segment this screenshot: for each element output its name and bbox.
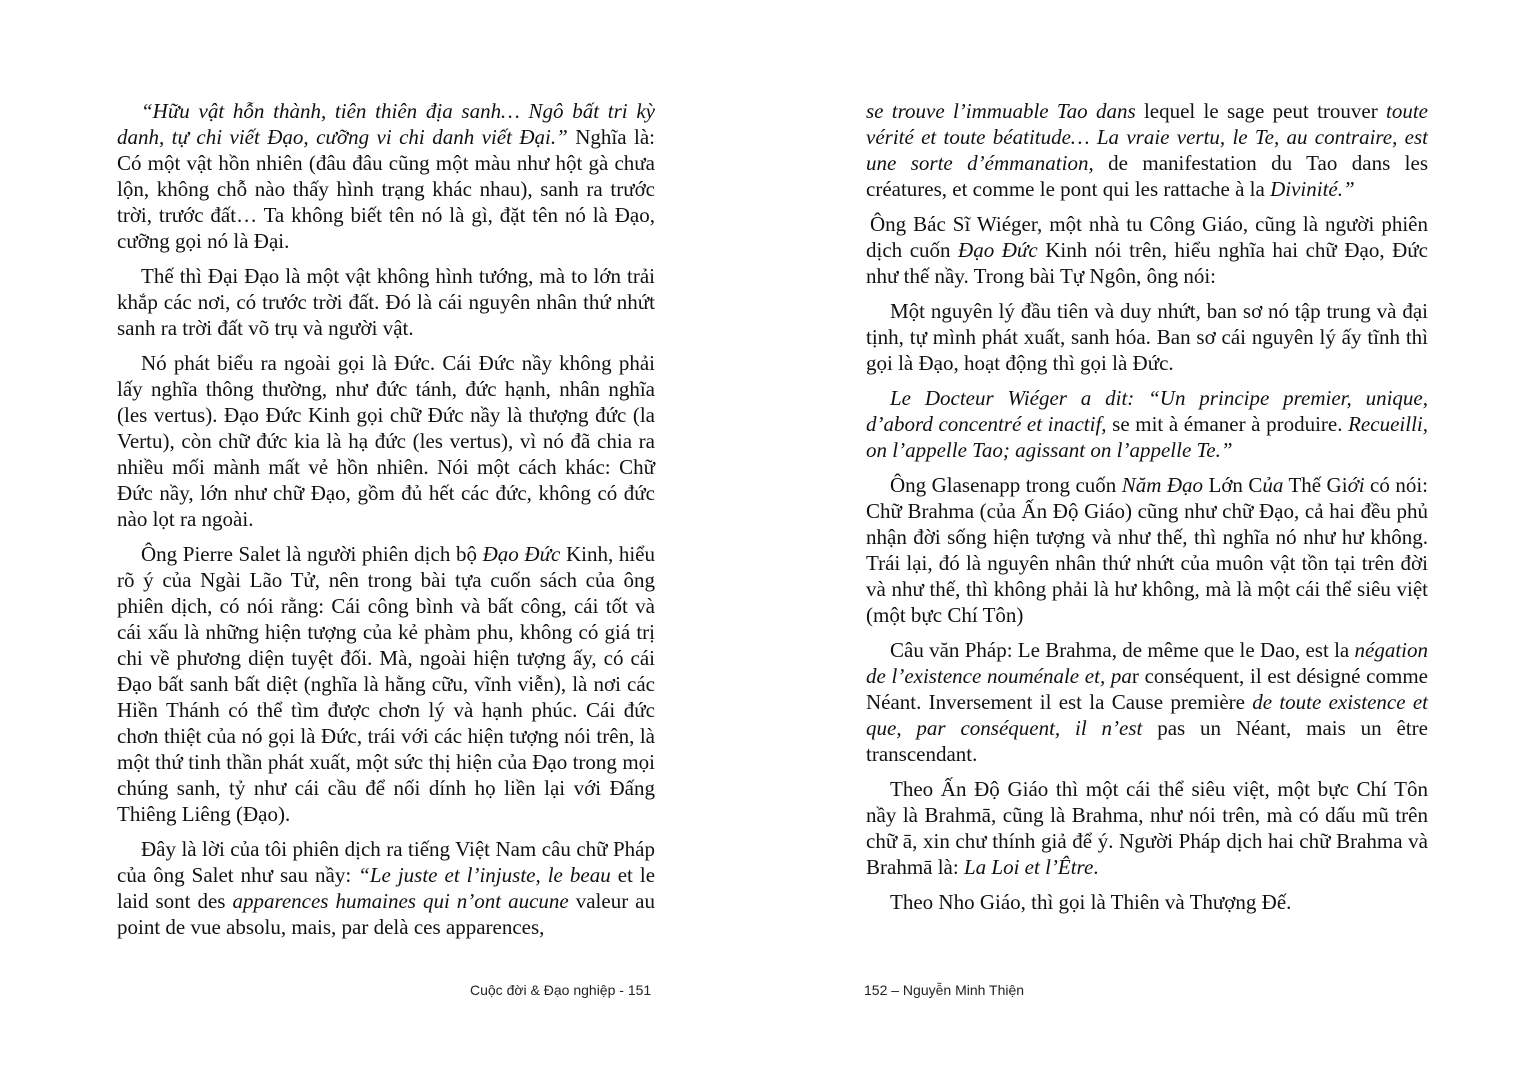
- italic-quote: Le Docteur Wiéger a dit: “Un principe premier, unique, d’abord concentré et inactif,: [866, 386, 1428, 436]
- paragraph-text: .: [1093, 855, 1099, 879]
- right-page: [866, 98, 1428, 924]
- paragraph: [866, 98, 1428, 202]
- book-title: Đạo Đức: [958, 238, 1038, 262]
- paragraph-text: Theo Ấn Độ Giáo thì một cái thể siêu việt, một bực Chí Tôn nầy là Brahmā, cũng là Brahma, như nói trên, mà có dấu mũ trên chữ ā, xin chư thính giả để ý. Người Pháp dịch hai chữ Brahma và Brahmā là:: [866, 777, 1428, 879]
- book-title: ới: [1347, 473, 1365, 497]
- paragraph: [117, 541, 655, 827]
- italic-quote: se trouve l’immuable Tao dans: [866, 99, 1136, 123]
- paragraph-text: et le laid sont des: [117, 863, 656, 913]
- book-title: ủa: [1262, 473, 1284, 497]
- italic-quote: apparences humaines qui n’ont aucune: [232, 889, 569, 913]
- paragraph: [117, 836, 655, 940]
- italic-quote: toute vérité et toute béatitude… La vraie vertu, le Te, au contraire, est une sorte d’émmanation,: [866, 99, 1429, 175]
- paragraph-text: Câu văn Pháp: Le Brahma, de même que le Dao, est la: [890, 638, 1355, 662]
- left-page: [117, 98, 655, 949]
- paragraph-text: valeur au point de vue absolu, mais, par delà ces apparences,: [117, 889, 655, 939]
- paragraph: Thế thì Đại Đạo là một vật không hình tướng, mà to lớn trải khắp các nơi, có trước trời đất. Đó là cái nguyên nhân thứ nhứt sanh ra trời đất võ trụ và người vật.: [117, 264, 655, 340]
- paragraph: [117, 98, 655, 254]
- italic-quote: négation de l’existence nouménale et, pa: [866, 638, 1428, 688]
- paragraph: Một nguyên lý đầu tiên và duy nhứt, ban sơ nó tập trung và đại tịnh, tự mình phát xuất, sanh hóa. Ban sơ cái nguyên lý ấy tĩnh thì gọi là Đạo, hoạt động thì gọi là Đức.: [866, 299, 1428, 375]
- italic-quote: “Hữu vật hỗn thành, tiên thiên địa sanh… Ngô bất tri kỳ danh, tự chi viết Đạo, cưỡng vi chi danh viết Đại.”: [117, 99, 655, 149]
- paragraph: Nó phát biểu ra ngoài gọi là Đức. Cái Đức nầy không phải lấy nghĩa thông thường, như đức tánh, đức hạnh, nhân nghĩa (les vertus). Đạo Đức Kinh gọi chữ Đức nầy là thượng đức (la Vertu), còn chữ đức kia là hạ đức (les vertus), vì nó đã chia ra nhiều mối mành mất vẻ hồn nhiên. Nói một cách khác: Chữ Đức nầy, lớn như chữ Đạo, gồm đủ hết các đức, không có đức nào lọt ra ngoài.: [117, 351, 655, 531]
- italic-quote: “Le juste et l’injuste, le beau: [358, 863, 611, 887]
- paragraph-text: Nghĩa là: Có một vật hồn nhiên (đâu đâu cũng một màu như hột gà chưa lộn, không chỗ nào thấy hình trạng khác nhau), sanh ra trước trời, trước đất… Ta không biết tên nó là gì, đặt tên nó là Đạo, cưỡng gọi nó là Đại.: [117, 125, 656, 253]
- book-title: Đạo Đức: [482, 542, 561, 566]
- book-title: Năm Đạo: [1121, 473, 1204, 497]
- paragraph: [866, 211, 1428, 289]
- paragraph-text: de manifestation du Tao dans les créatures, et comme le pont qui les rattache à la: [866, 151, 1428, 201]
- paragraph-text: Thế Gi: [1283, 473, 1348, 497]
- paragraph-text: có nói: Chữ Brahma (của Ấn Độ Giáo) cũng như chữ Đạo, cả hai đều phủ nhận đời sống hiện tượng và như thế, thì nghĩa nó như hư không. Trái lại, đó là nguyên nhân thứ nhứt của muôn vật tồn tại trên đời và như thế, thì không phải là hư không, mà là một cái thể siêu việt (một bực Chí Tôn): [866, 473, 1428, 627]
- book-title: La Loi et l’Être: [963, 855, 1094, 879]
- paragraph-text: r conséquent, il est désigné comme Néant. Inversement il est la Cause première: [866, 664, 1428, 714]
- paragraph: [866, 472, 1428, 628]
- paragraph: [866, 385, 1428, 463]
- italic-quote: de toute existence et que, par conséquent, il n’est: [866, 690, 1428, 740]
- left-page-footer: Cuộc đời & Đạo nghiệp - 151: [470, 982, 652, 998]
- italic-quote: Divinité.”: [1270, 177, 1355, 201]
- paragraph: [866, 776, 1428, 880]
- paragraph-text: Đây là lời của tôi phiên dịch ra tiếng Việt Nam câu chữ Pháp của ông Salet như sau nầy:: [117, 837, 655, 887]
- italic-quote: Recueilli, on l’appelle Tao; agissant on l’appelle Te.”: [866, 412, 1428, 462]
- paragraph-text: se mit à émaner à produire.: [1106, 412, 1349, 436]
- paragraph-text: lequel le sage peut trouver: [1135, 99, 1387, 123]
- paragraph-text: Lớn C: [1203, 473, 1263, 497]
- paragraph: Theo Nho Giáo, thì gọi là Thiên và Thượng Đế.: [890, 890, 1292, 914]
- paragraph-text: Ông Bác Sĩ Wiéger, một nhà tu Công Giáo, cũng là người phiên dịch cuốn: [866, 212, 1428, 262]
- paragraph-text: Ông Pierre Salet là người phiên dịch bộ: [141, 542, 483, 566]
- paragraph-text: Kinh nói trên, hiểu nghĩa hai chữ Đạo, Đức như thế nầy. Trong bài Tự Ngôn, ông nói:: [866, 238, 1428, 288]
- paragraph-text: pas un Néant, mais un être transcendant.: [866, 716, 1428, 766]
- right-page-footer: 152 – Nguyễn Minh Thiện: [864, 982, 1025, 998]
- paragraph-text: Ông Glasenapp trong cuốn: [890, 473, 1122, 497]
- paragraph-text: Kinh, hiểu rõ ý của Ngài Lão Tử, nên trong bài tựa cuốn sách của ông phiên dịch, có nói rằng: Cái công bình và bất công, cái tốt và cái xấu là những hiện tượng của kẻ phàm phu, không có giá trị chi về phương diện tuyệt đối. Mà, ngoài hiện tượng ấy, có cái Đạo bất sanh bất diệt (nghĩa là hằng cữu, vĩnh viễn), là nơi các Hiền Thánh có thể tìm được chơn lý và hạnh phúc. Cái đức chơn thiệt của nó gọi là Đức, trái với các hiện tượng nói trên, là một thứ tinh thần phát xuất, một sức thị hiện của Đạo trong mọi chúng sanh, tỷ như cái cầu để nối dính họ liền lại với Đấng Thiêng Liêng (Đạo).: [117, 542, 656, 826]
- paragraph: [866, 637, 1428, 767]
